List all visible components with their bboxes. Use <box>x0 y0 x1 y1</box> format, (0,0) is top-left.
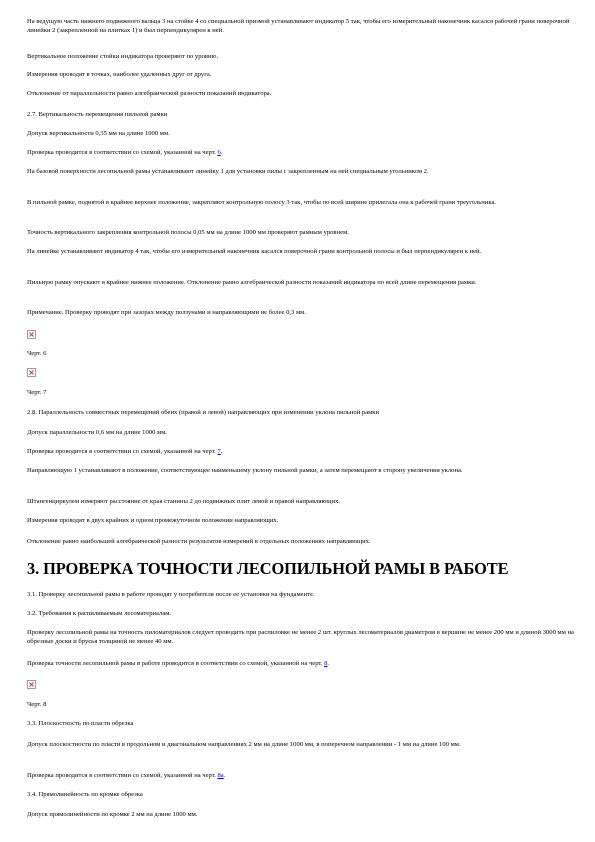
broken-image-icon <box>27 330 36 339</box>
paragraph: Отклонение равно наибольшей алгебраической разности результатов измерений в отдельных положениях направляющих. <box>27 538 371 545</box>
paragraph: Измерения проводят в двух крайних и одном промежуточном положении направляющих. <box>27 517 279 524</box>
paragraph: Штангенциркулем измеряют расстояние от края станины 2 до подвижных плит левой и правой направляющих. <box>27 498 340 505</box>
section-heading-3-4: 3.4. Прямолинейность по кромке обрезка <box>27 791 143 798</box>
paragraph: Точность вертикального закрепления контрольной полосы 0,05 мм на длине 1000 мм проверяют рамным уровнем. <box>27 229 349 236</box>
chapter-heading-3: 3. ПРОВЕРКА ТОЧНОСТИ ЛЕСОПИЛЬНОЙ РАМЫ В РАБОТЕ <box>27 559 509 578</box>
paragraph: Допуск плоскостности по пласти в продольном и диагональном направлениях 2 мм на длине 1000 мм, в поперечном направлении - 1 мм на длине 100 мм. <box>27 741 461 748</box>
figure-caption-8: Черт. 8 <box>27 701 47 708</box>
paragraph: 3.1. Проверку лесопильной рамы в работе проводят у потребителя после ее установки на фундаменте. <box>27 591 315 598</box>
paragraph: Проверка проводится в соответствии со схемой, указанной на черт. 8а. <box>27 772 226 779</box>
section-heading-2-8: 2.8. Параллельность совместных перемещений обеих (правой и левой) направляющих при изменении уклона пильной рамки <box>27 409 380 416</box>
paragraph: Отклонение от параллельности равно алгебраической разности показаний индикатора. <box>27 90 272 97</box>
figure-caption-7: Черт. 7 <box>27 389 47 396</box>
figure-caption-6: Черт. 6 <box>27 350 47 357</box>
figure-link-6[interactable]: 6 <box>217 149 221 156</box>
paragraph: Измерения проводят в точках, наиболее удаленных друг от друга. <box>27 71 212 78</box>
paragraph: Допуск вертикальности 0,35 мм на длине 1000 мм. <box>27 130 170 137</box>
paragraph: Допуск прямолинейности по кромке 2 мм на длине 1000 мм. <box>27 811 198 818</box>
figure-link-8a[interactable]: 8а <box>217 772 224 779</box>
paragraph: В пильной рамке, поднятой в крайнее верхнее положение, закрепляют контрольную полосу 3 так, чтобы по всей ширине прилегала она к рабочей грани треугольника. <box>27 199 497 206</box>
paragraph: На ведущую часть нижнего подвижного вальца 3 на стойке 4 со специальной призмой устанавливают индикатор 5 так, чтобы его измерительный наконечник касался рабочей грани поверочной линейки 2 (закрепленной на плитках 1) и был перпендикулярен к ней. <box>27 18 570 35</box>
figure-link-8[interactable]: 8 <box>324 660 328 667</box>
figure-link-7[interactable]: 7 <box>217 448 221 455</box>
section-heading-2-7: 2.7. Вертикальность перемещения пильной рамки <box>27 111 168 118</box>
paragraph: На базовой поверхности лесопильной рамы устанавливают линейку 1 для установки пилы с закрепленным на ней специальным угольником 2. <box>27 168 429 175</box>
paragraph: Допуск параллельности 0,6 мм на длине 1000 мм. <box>27 429 168 436</box>
paragraph: Проверку лесопильной рамы на точность пиломатериалов следует проводить при распиловке не менее 2 шт. круглых лесоматериалов диаметром в вершине не менее 200 мм и длиной 3000 мм на обрезные доски и брусья толщиной не менее 40 мм. <box>27 629 574 646</box>
paragraph: 3.2. Требования к распиливаемым лесоматериалам. <box>27 610 172 617</box>
paragraph: Направляющую 1 устанавливают в положение, соответствующее наименьшему уклону пильной рамки, а затем перемещают в сторону увеличения уклона. <box>27 467 463 474</box>
paragraph: Проверка проводится в соответствии со схемой, указанной на черт. 7. <box>27 448 223 455</box>
broken-image-icon <box>27 368 36 377</box>
paragraph: На линейке устанавливают индикатор 4 так, чтобы его измерительный наконечник касался поверочной грани контрольной полосы и был перпендикулярен к ней. <box>27 248 482 255</box>
section-heading-3-3: 3.3. Плоскостность по пласти обрезка <box>27 720 134 727</box>
paragraph: Проверка точности лесопильной рамы в работе проводится в соответствии со схемой, указанной на черт. 8. <box>27 660 330 667</box>
paragraph: Пильную рамку опускают в крайнее нижнее положение. Отклонение равно алгебраической разности показаний индикатора по всей длине перемещения рамки. <box>27 279 477 286</box>
paragraph: Проверка проводится в соответствии со схемой, указанной на черт. 6. <box>27 149 223 156</box>
note-paragraph: Примечание. Проверку проводят при зазорах между ползунами и направляющими не более 0,3 мм. <box>27 309 306 316</box>
paragraph: Вертикальное положение стойки индикатора проверяют по уровню. <box>27 53 219 60</box>
broken-image-icon <box>27 680 36 689</box>
